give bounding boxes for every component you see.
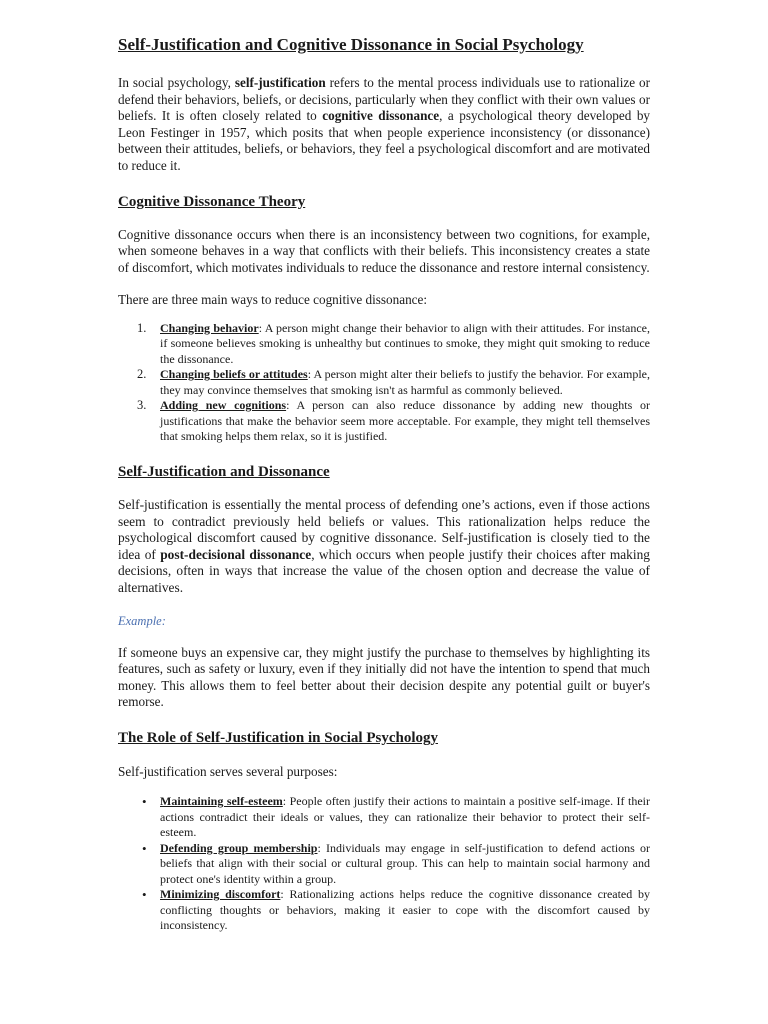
list-item: • Minimizing discomfort: Rationalizing actions helps reduce the cognitive dissonance created by conflicting thoughts or behaviors, making it easier to cope with the discomfort caused by inconsistency.: [142, 887, 650, 933]
self-justification-paragraph: Self-justification is essentially the mental process of defending one’s actions, even if those actions seem to contradict previously held beliefs or values. This rationalization helps reduce the psychological discomfort caused by cognitive dissonance. Self-justification is closely tied to the idea of post-decisional dissonance, which occurs when people justify their choices after making decisions, often in ways that increase the value of the chosen option and decrease the value of alternatives.: [118, 496, 650, 595]
purposes-intro-paragraph: Self-justification serves several purposes:: [118, 763, 338, 779]
term-self-justification: self-justification: [234, 75, 326, 90]
dissonance-reduction-list: [118, 321, 650, 445]
heading-self-justification-and-dissonance: Self-Justification and Dissonance: [118, 463, 330, 480]
list-item: 1. Changing behavior: A person might change their behavior to align with their attitudes. For instance, if someone believes smoking is unhealthy but continues to smoke, they might quit smoking to reduce the dissonance.: [137, 320, 651, 366]
term-cognitive-dissonance: cognitive dissonance: [322, 108, 440, 124]
list-item: 2. Changing beliefs or attitudes: A person might alter their beliefs to justify the behavior. For example, they may convince themselves that smoking isn't as harmful as commonly believed.: [137, 367, 650, 397]
theory-paragraph: Cognitive dissonance occurs when there is an inconsistency between two cognitions, for example, when someone behaves in a way that conflicts with their beliefs. This inconsistency creates a state of discomfort, which motivates individuals to reduce the dissonance and restore internal consistency.: [118, 226, 650, 275]
list-item: 3. Adding new cognitions: A person can also reduce dissonance by adding new thoughts or justifications that make the behavior seem more acceptable. For example, they might tell themselves that smoking helps them relax, so it is justified.: [137, 398, 650, 444]
purposes-list: [118, 794, 650, 934]
heading-cognitive-dissonance-theory: Cognitive Dissonance Theory: [118, 193, 306, 210]
list-item: • Maintaining self-esteem: People often justify their actions to maintain a positive self-image. If their actions contradict their ideals or values, they can rationalize their behavior to protect their self-esteem.: [142, 794, 650, 840]
term-post-decisional-dissonance: post-decisional dissonance: [160, 546, 312, 562]
example-label: Example:: [118, 613, 166, 628]
example-paragraph: If someone buys an expensive car, they might justify the purchase to themselves by highlighting its features, such as safety or luxury, even if they initially did not have the intention to spend that much money. This allows them to feel better about their decision despite any potential guilt or buyer's remorse.: [118, 644, 650, 710]
ways-intro-paragraph: There are three main ways to reduce cognitive dissonance:: [118, 292, 428, 308]
intro-paragraph: In social psychology, self-justification refers to the mental process individuals use to rationalize or defend their behaviors, beliefs, or decisions, particularly when they conflict with their own values or beliefs. It is often closely related to cognitive dissonance, a psychological theory developed by Leon Festinger in 1957, which posits that when people experience inconsistency (or dissonance) between their attitudes, beliefs, or behaviors, they feel a psychological discomfort and are motivated to reduce it.: [118, 75, 651, 173]
list-item: • Defending group membership: Individuals may engage in self-justification to defend actions or beliefs that align with their social or cultural group. This can help to maintain social harmony and protect one's identity within a group.: [142, 840, 650, 886]
heading-role-of-self-justification: The Role of Self-Justification in Social Psychology: [118, 729, 438, 746]
document-page: [118, 34, 650, 934]
document-title: Self-Justification and Cognitive Dissonance in Social Psychology: [118, 35, 584, 54]
